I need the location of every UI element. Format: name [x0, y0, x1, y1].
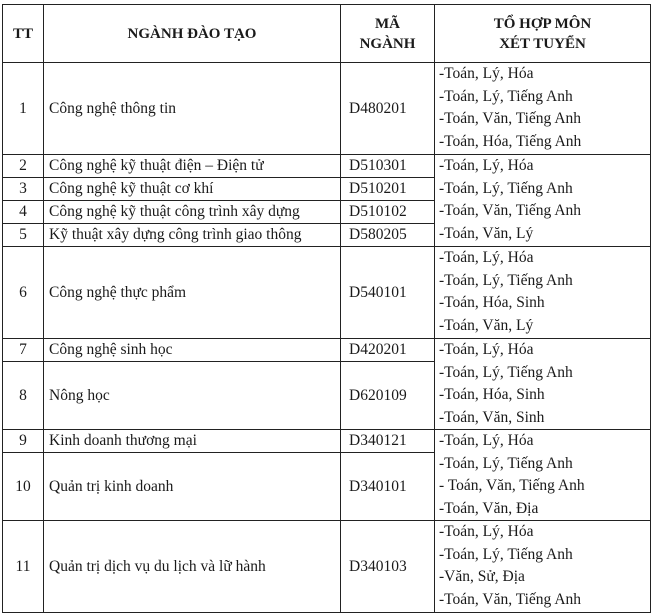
row-tt: 10 — [3, 453, 44, 521]
combo-item: -Toán, Văn, Địa — [439, 499, 539, 517]
row-major-name: Công nghệ kỹ thuật cơ khí — [44, 178, 341, 201]
table-row — [3, 155, 651, 178]
table-header-row — [3, 5, 651, 63]
combo-item: -Toán, Lý, Hóa — [439, 65, 534, 82]
row-tt: 4 — [3, 201, 44, 224]
combo-item: -Toán, Lý, Hóa — [439, 523, 534, 540]
combo-cell — [435, 430, 651, 521]
table-row — [3, 63, 651, 155]
header-tt: TT — [3, 5, 44, 63]
combo-item: - Toán, Văn, Tiếng Anh — [439, 477, 585, 494]
combo-item: -Toán, Lý, Hóa — [439, 157, 534, 174]
row-major-name: Công nghệ kỹ thuật công trình xây dựng — [44, 201, 341, 224]
combo-item: -Toán, Văn, Sinh — [439, 408, 545, 426]
admission-table — [2, 4, 651, 613]
combo-item: -Toán, Văn, Lý — [439, 316, 534, 334]
header-combo — [435, 5, 651, 63]
row-tt: 7 — [3, 339, 44, 362]
row-major-name: Quản trị dịch vụ du lịch và lữ hành — [44, 521, 341, 613]
combo-cell — [435, 247, 651, 339]
row-major-name: Công nghệ thông tin — [44, 63, 341, 155]
row-tt: 3 — [3, 178, 44, 201]
row-major-code: D340121 — [341, 430, 435, 453]
combo-item: -Toán, Văn, Tiếng Anh — [439, 202, 582, 219]
row-tt: 2 — [3, 155, 44, 178]
combo-item: -Toán, Văn, Tiếng Anh — [439, 110, 582, 127]
row-major-code: D510301 — [341, 155, 435, 178]
combo-item: -Toán, Lý, Tiếng Anh — [439, 363, 573, 381]
row-tt: 9 — [3, 430, 44, 453]
combo-item: -Toán, Hóa, Sinh — [439, 386, 545, 403]
header-combo-line2: XÉT TUYỂN — [499, 35, 586, 52]
table-row — [3, 339, 651, 362]
row-major-name: Công nghệ thực phẩm — [44, 247, 341, 339]
combo-item: -Toán, Văn, Lý — [439, 224, 534, 242]
row-tt: 1 — [3, 63, 44, 155]
row-major-code: D340101 — [341, 453, 435, 521]
header-code — [341, 5, 435, 63]
combo-item: -Toán, Lý, Tiếng Anh — [439, 87, 573, 105]
row-major-name: Quản trị kinh doanh — [44, 453, 341, 521]
row-tt: 8 — [3, 362, 44, 430]
row-major-name: Kinh doanh thương mại — [44, 430, 341, 453]
combo-item: -Toán, Hóa, Sinh — [439, 294, 545, 311]
row-major-code: D620109 — [341, 362, 435, 430]
table-row — [3, 521, 651, 613]
combo-item: -Toán, Lý, Hóa — [439, 341, 534, 358]
row-major-name: Công nghệ kỹ thuật điện – Điện tử — [44, 155, 341, 178]
row-tt: 5 — [3, 224, 44, 247]
header-combo-line1: TỔ HỢP MÔN — [493, 15, 592, 32]
row-major-code: D510102 — [341, 201, 435, 224]
row-major-code: D510201 — [341, 178, 435, 201]
combo-cell — [435, 521, 651, 613]
row-tt: 6 — [3, 247, 44, 339]
combo-item: -Toán, Hóa, Tiếng Anh — [439, 132, 582, 150]
combo-item: -Toán, Lý, Hóa — [439, 249, 534, 266]
header-code-line2: NGÀNH — [359, 35, 416, 52]
combo-item: -Văn, Sử, Địa — [439, 568, 525, 585]
row-tt: 11 — [3, 521, 44, 613]
row-major-name: Nông học — [44, 362, 341, 430]
row-major-name: Kỹ thuật xây dựng công trình giao thông — [44, 224, 341, 247]
combo-cell — [435, 63, 651, 155]
header-major: NGÀNH ĐÀO TẠO — [44, 5, 341, 63]
combo-cell — [435, 155, 651, 247]
table-row — [3, 247, 651, 339]
combo-item: -Toán, Lý, Tiếng Anh — [439, 271, 573, 289]
row-major-code: D420201 — [341, 339, 435, 362]
row-major-code: D580205 — [341, 224, 435, 247]
row-major-code: D480201 — [341, 63, 435, 155]
combo-item: -Toán, Lý, Tiếng Anh — [439, 545, 573, 563]
row-major-code: D340103 — [341, 521, 435, 613]
combo-cell — [435, 339, 651, 430]
header-code-line1: MÃ — [375, 15, 400, 32]
combo-item: -Toán, Lý, Tiếng Anh — [439, 179, 573, 197]
combo-item: -Toán, Văn, Tiếng Anh — [439, 590, 582, 608]
table-row — [3, 430, 651, 453]
combo-item: -Toán, Lý, Tiếng Anh — [439, 454, 573, 472]
combo-item: -Toán, Lý, Hóa — [439, 432, 534, 449]
row-major-name: Công nghệ sinh học — [44, 339, 341, 362]
row-major-code: D540101 — [341, 247, 435, 339]
